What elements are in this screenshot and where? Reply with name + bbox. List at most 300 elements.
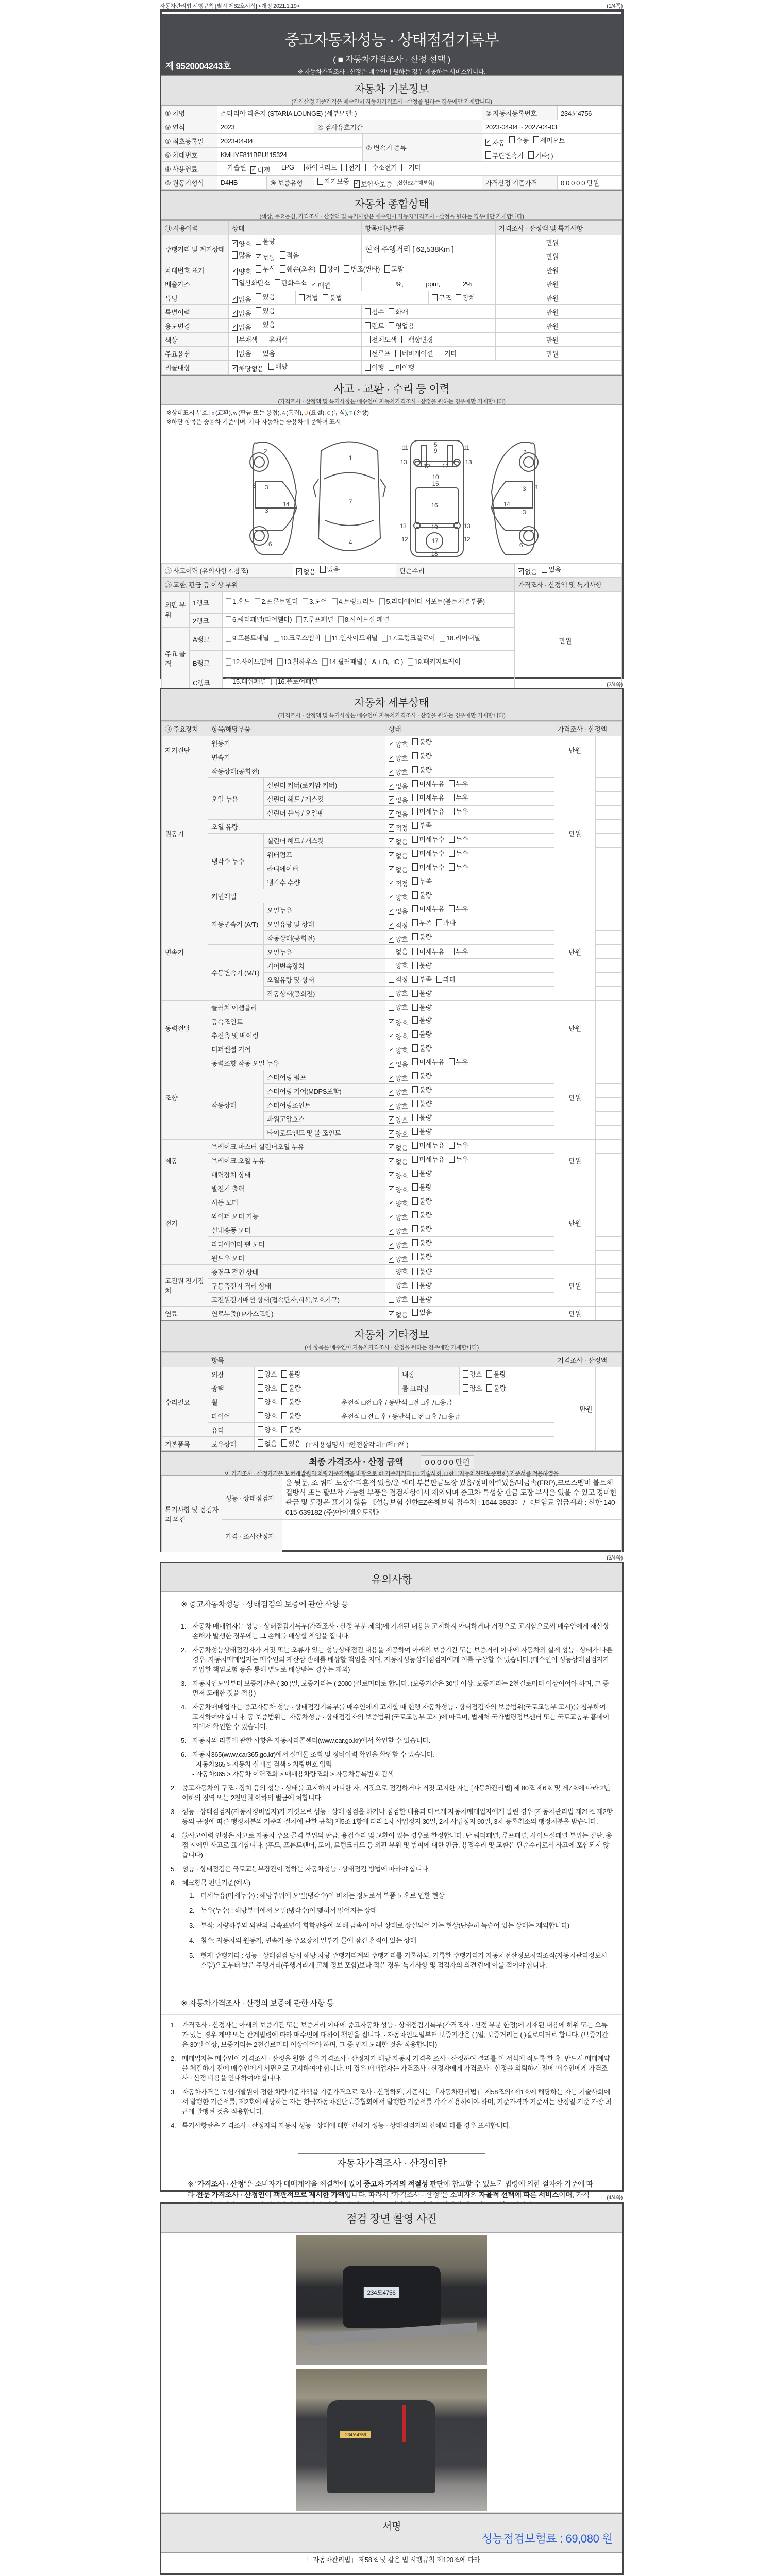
checkbox-option[interactable] <box>449 1140 468 1150</box>
checkbox-option[interactable] <box>250 165 270 175</box>
checkbox-icon[interactable] <box>412 1197 418 1205</box>
checkbox-option[interactable] <box>258 1397 277 1406</box>
checkbox-option[interactable] <box>389 1157 408 1166</box>
checkbox-icon[interactable] <box>412 1100 418 1107</box>
checked-box-icon[interactable]: ✓ <box>232 309 237 316</box>
checkbox-icon[interactable] <box>281 1398 287 1405</box>
checkbox-option[interactable] <box>389 1266 408 1276</box>
checkbox-icon[interactable] <box>412 891 418 899</box>
checked-box-icon[interactable]: ✓ <box>389 1185 394 1192</box>
checkbox-option[interactable] <box>412 974 431 984</box>
checkbox-option[interactable] <box>463 1383 482 1393</box>
checked-box-icon[interactable]: ✓ <box>389 1102 394 1109</box>
checkbox-icon[interactable] <box>255 598 260 605</box>
checkbox-option[interactable] <box>389 934 408 944</box>
checkbox-icon[interactable] <box>449 808 455 815</box>
checkbox-option[interactable] <box>412 1238 431 1247</box>
checkbox-option[interactable] <box>485 150 524 160</box>
checkbox-icon[interactable] <box>226 616 231 623</box>
checkbox-icon[interactable] <box>389 1282 394 1289</box>
checkbox-option[interactable] <box>323 293 342 302</box>
checkbox-option[interactable] <box>389 1198 408 1208</box>
checkbox-option[interactable] <box>354 179 392 189</box>
checkbox-option[interactable] <box>412 1043 431 1053</box>
checked-box-icon[interactable]: ✓ <box>389 768 394 775</box>
part-option[interactable] <box>226 633 269 643</box>
checked-box-icon[interactable]: ✓ <box>389 1074 394 1081</box>
checkbox-option[interactable] <box>389 1087 408 1097</box>
checkbox-icon[interactable] <box>323 294 328 301</box>
checkbox-option[interactable] <box>389 878 408 888</box>
checkbox-option[interactable] <box>389 1045 408 1055</box>
checkbox-option[interactable] <box>258 1383 277 1393</box>
checkbox-option[interactable] <box>311 280 330 290</box>
checkbox-option[interactable] <box>389 865 408 874</box>
checked-box-icon[interactable]: ✓ <box>389 893 394 900</box>
checked-box-icon[interactable]: ✓ <box>389 1241 394 1248</box>
checked-box-icon[interactable]: ✓ <box>389 810 394 817</box>
checkbox-option[interactable] <box>449 848 468 858</box>
checkbox-option[interactable] <box>341 162 360 172</box>
checkbox-option[interactable] <box>412 1224 431 1233</box>
checkbox-option[interactable] <box>412 1112 431 1122</box>
checkbox-option[interactable] <box>412 1084 431 1094</box>
checkbox-option[interactable] <box>281 1397 300 1406</box>
checkbox-option[interactable] <box>449 862 468 872</box>
checkbox-icon[interactable] <box>296 616 302 623</box>
checkbox-option[interactable] <box>449 1154 468 1164</box>
checked-box-icon[interactable]: ✓ <box>311 281 316 288</box>
checkbox-option[interactable] <box>256 264 275 274</box>
checkbox-icon[interactable] <box>256 265 261 273</box>
checkbox-icon[interactable] <box>365 364 371 371</box>
checkbox-option[interactable] <box>533 135 565 145</box>
checked-box-icon[interactable]: ✓ <box>389 824 394 831</box>
checkbox-option[interactable] <box>449 1057 468 1066</box>
checkbox-icon[interactable] <box>449 948 455 955</box>
checkbox-icon[interactable] <box>412 794 418 801</box>
checkbox-option[interactable] <box>365 334 397 344</box>
part-option[interactable] <box>277 657 318 667</box>
checkbox-option[interactable] <box>412 1002 431 1012</box>
checkbox-option[interactable] <box>232 348 251 358</box>
checkbox-option[interactable] <box>412 931 431 941</box>
checkbox-icon[interactable] <box>412 962 418 969</box>
checked-box-icon[interactable]: ✓ <box>389 921 394 928</box>
checkbox-option[interactable] <box>389 1031 408 1041</box>
checkbox-icon[interactable] <box>408 658 413 666</box>
checkbox-icon[interactable] <box>226 598 231 605</box>
checkbox-option[interactable] <box>232 278 270 287</box>
checked-box-icon[interactable]: ✓ <box>389 1032 394 1039</box>
checkbox-icon[interactable] <box>382 635 388 642</box>
checked-box-icon[interactable]: ✓ <box>389 1116 394 1123</box>
checkbox-option[interactable] <box>256 236 275 246</box>
checkbox-icon[interactable] <box>258 1412 263 1419</box>
checkbox-icon[interactable] <box>389 364 394 371</box>
checkbox-icon[interactable] <box>389 1296 394 1303</box>
checkbox-icon[interactable] <box>412 1170 418 1177</box>
checkbox-option[interactable] <box>389 946 408 956</box>
checkbox-icon[interactable] <box>449 780 455 787</box>
checkbox-icon[interactable] <box>440 635 445 642</box>
checked-box-icon[interactable]: ✓ <box>297 568 301 574</box>
checkbox-icon[interactable] <box>322 658 328 666</box>
checkbox-icon[interactable] <box>379 598 385 605</box>
checkbox-option[interactable] <box>365 162 397 172</box>
checkbox-icon[interactable] <box>344 265 349 273</box>
checkbox-option[interactable] <box>509 135 528 145</box>
checkbox-option[interactable] <box>412 1154 444 1164</box>
checkbox-icon[interactable] <box>412 877 418 885</box>
checkbox-option[interactable] <box>485 138 505 147</box>
checkbox-icon[interactable] <box>449 836 455 843</box>
checkbox-option[interactable] <box>299 162 337 172</box>
checkbox-icon[interactable] <box>449 863 455 871</box>
checkbox-icon[interactable] <box>412 1239 418 1246</box>
checkbox-icon[interactable] <box>281 1370 287 1378</box>
checkbox-icon[interactable] <box>232 350 238 357</box>
checkbox-icon[interactable] <box>412 1058 418 1065</box>
checkbox-icon[interactable] <box>258 1384 263 1392</box>
checkbox-option[interactable] <box>296 567 315 577</box>
checkbox-option[interactable] <box>389 1212 408 1222</box>
checkbox-option[interactable] <box>412 1071 431 1080</box>
checkbox-option[interactable] <box>389 920 408 930</box>
checkbox-icon[interactable] <box>384 265 390 273</box>
checkbox-option[interactable] <box>436 918 456 927</box>
checkbox-option[interactable] <box>449 792 468 802</box>
checkbox-option[interactable] <box>268 361 288 371</box>
checkbox-icon[interactable] <box>268 363 274 370</box>
checkbox-icon[interactable] <box>412 822 418 829</box>
checkbox-icon[interactable] <box>528 151 534 159</box>
checkbox-option[interactable] <box>320 264 339 274</box>
checkbox-option[interactable] <box>389 1115 408 1125</box>
checkbox-icon[interactable] <box>389 1268 394 1275</box>
checkbox-option[interactable] <box>389 1143 408 1153</box>
checkbox-icon[interactable] <box>412 1268 418 1275</box>
checked-box-icon[interactable]: ✓ <box>389 866 394 872</box>
checkbox-option[interactable] <box>389 795 408 805</box>
checkbox-option[interactable] <box>389 739 408 749</box>
checkbox-icon[interactable] <box>401 336 407 343</box>
checkbox-option[interactable] <box>389 988 408 998</box>
checkbox-icon[interactable] <box>412 1282 418 1289</box>
checkbox-icon[interactable] <box>449 1142 455 1149</box>
checkbox-option[interactable] <box>256 252 275 262</box>
checkbox-icon[interactable] <box>232 336 238 343</box>
checkbox-option[interactable] <box>412 778 444 788</box>
checkbox-option[interactable] <box>456 293 475 302</box>
checked-box-icon[interactable]: ✓ <box>389 879 394 886</box>
checkbox-option[interactable] <box>412 792 444 802</box>
checkbox-option[interactable] <box>275 163 294 171</box>
checkbox-icon[interactable] <box>226 635 231 642</box>
checkbox-option[interactable] <box>412 946 444 956</box>
checkbox-option[interactable] <box>365 320 384 330</box>
checkbox-icon[interactable] <box>412 780 418 787</box>
checkbox-option[interactable] <box>528 150 553 160</box>
checked-box-icon[interactable]: ✓ <box>486 139 491 145</box>
checkbox-icon[interactable] <box>412 1044 418 1052</box>
checkbox-icon[interactable] <box>533 136 539 143</box>
checkbox-icon[interactable] <box>412 1296 418 1303</box>
checked-box-icon[interactable]: ✓ <box>256 253 261 260</box>
checkbox-icon[interactable] <box>486 1384 492 1392</box>
checkbox-option[interactable] <box>389 1240 408 1250</box>
part-option[interactable] <box>382 633 435 643</box>
checked-box-icon[interactable]: ✓ <box>389 1255 394 1262</box>
checkbox-option[interactable] <box>389 960 408 970</box>
checkbox-option[interactable] <box>275 278 307 287</box>
checkbox-option[interactable] <box>389 1310 408 1319</box>
checkbox-option[interactable] <box>365 348 390 358</box>
checkbox-icon[interactable] <box>412 1211 418 1218</box>
checkbox-option[interactable] <box>389 307 408 316</box>
checkbox-option[interactable] <box>256 348 275 358</box>
checkbox-icon[interactable] <box>389 962 394 969</box>
checked-box-icon[interactable]: ✓ <box>389 907 394 914</box>
checked-box-icon[interactable]: ✓ <box>389 796 394 803</box>
checkbox-option[interactable] <box>412 904 444 913</box>
checkbox-icon[interactable] <box>281 1384 287 1392</box>
checkbox-option[interactable] <box>412 1196 431 1206</box>
checkbox-option[interactable] <box>412 1251 431 1261</box>
checkbox-option[interactable] <box>438 348 457 358</box>
checkbox-icon[interactable] <box>412 1253 418 1260</box>
checkbox-icon[interactable] <box>389 308 394 315</box>
checkbox-icon[interactable] <box>365 336 371 343</box>
checked-box-icon[interactable]: ✓ <box>518 568 523 574</box>
checkbox-option[interactable] <box>463 1369 482 1379</box>
checkbox-icon[interactable] <box>256 350 261 357</box>
checkbox-option[interactable] <box>389 809 408 819</box>
checkbox-option[interactable] <box>401 162 421 172</box>
checkbox-icon[interactable] <box>299 164 305 171</box>
checkbox-icon[interactable] <box>303 598 308 605</box>
checkbox-option[interactable] <box>432 293 451 302</box>
checkbox-icon[interactable] <box>412 752 418 759</box>
checkbox-icon[interactable] <box>436 919 442 926</box>
checkbox-icon[interactable] <box>456 294 461 301</box>
checkbox-option[interactable] <box>232 266 251 276</box>
part-option[interactable] <box>338 615 389 625</box>
checked-box-icon[interactable]: ✓ <box>389 1144 394 1150</box>
checkbox-icon[interactable] <box>412 1016 418 1024</box>
checkbox-option[interactable] <box>389 851 408 860</box>
checkbox-option[interactable] <box>258 1425 277 1434</box>
checkbox-option[interactable] <box>389 1073 408 1083</box>
checkbox-icon[interactable] <box>412 919 418 926</box>
checkbox-icon[interactable] <box>412 1309 418 1316</box>
checkbox-option[interactable] <box>258 1411 277 1420</box>
checkbox-icon[interactable] <box>449 850 455 857</box>
checkbox-option[interactable] <box>232 308 251 318</box>
checkbox-option[interactable] <box>389 320 414 330</box>
checkbox-option[interactable] <box>280 250 299 260</box>
checkbox-option[interactable] <box>412 820 431 830</box>
checkbox-icon[interactable] <box>412 808 418 815</box>
checked-box-icon[interactable]: ✓ <box>251 166 256 173</box>
checked-box-icon[interactable]: ✓ <box>389 838 394 844</box>
checkbox-option[interactable] <box>389 1184 408 1194</box>
checkbox-icon[interactable] <box>389 976 394 983</box>
part-option[interactable] <box>408 657 461 667</box>
checkbox-option[interactable] <box>412 890 431 900</box>
checkbox-option[interactable] <box>412 960 431 970</box>
checkbox-option[interactable] <box>449 834 468 844</box>
checkbox-icon[interactable] <box>280 251 285 259</box>
checkbox-icon[interactable] <box>256 321 261 328</box>
checkbox-option[interactable] <box>449 778 468 788</box>
checkbox-option[interactable] <box>449 946 468 956</box>
checkbox-option[interactable] <box>281 1438 300 1448</box>
checkbox-option[interactable] <box>412 1210 431 1219</box>
checkbox-option[interactable] <box>412 1168 431 1178</box>
checkbox-icon[interactable] <box>258 1398 263 1405</box>
checked-box-icon[interactable]: ✓ <box>232 267 237 274</box>
checkbox-option[interactable] <box>232 334 257 344</box>
checkbox-icon[interactable] <box>365 350 371 357</box>
checked-box-icon[interactable]: ✓ <box>389 1046 394 1053</box>
checkbox-option[interactable] <box>412 1294 431 1304</box>
checkbox-icon[interactable] <box>412 1128 418 1135</box>
checkbox-icon[interactable] <box>412 990 418 997</box>
checkbox-icon[interactable] <box>412 1156 418 1163</box>
checkbox-option[interactable] <box>389 1018 408 1027</box>
checkbox-icon[interactable] <box>412 766 418 773</box>
checkbox-icon[interactable] <box>365 308 371 315</box>
checkbox-option[interactable] <box>389 1101 408 1111</box>
checkbox-icon[interactable] <box>277 658 283 666</box>
checkbox-icon[interactable] <box>275 279 280 286</box>
checkbox-option[interactable] <box>344 264 380 274</box>
checkbox-option[interactable] <box>389 1280 408 1290</box>
checkbox-icon[interactable] <box>281 1439 287 1447</box>
checkbox-option[interactable] <box>232 239 251 248</box>
checkbox-icon[interactable] <box>436 976 442 983</box>
checkbox-icon[interactable] <box>486 1370 492 1378</box>
checked-box-icon[interactable]: ✓ <box>389 782 394 789</box>
checkbox-icon[interactable] <box>485 151 491 159</box>
checkbox-icon[interactable] <box>281 1412 287 1419</box>
checkbox-option[interactable] <box>412 751 431 760</box>
checkbox-icon[interactable] <box>412 1142 418 1149</box>
checked-box-icon[interactable]: ✓ <box>389 754 394 761</box>
checkbox-option[interactable] <box>389 1294 408 1304</box>
checkbox-icon[interactable] <box>412 836 418 843</box>
checkbox-icon[interactable] <box>412 1004 418 1011</box>
checkbox-option[interactable] <box>389 767 408 777</box>
checked-box-icon[interactable]: ✓ <box>389 1019 394 1025</box>
checkbox-option[interactable] <box>412 1126 431 1136</box>
checked-box-icon[interactable]: ✓ <box>232 240 237 246</box>
checkbox-option[interactable] <box>412 848 444 858</box>
checkbox-icon[interactable] <box>412 1183 418 1191</box>
checkbox-option[interactable] <box>281 1383 300 1393</box>
checkbox-icon[interactable] <box>256 238 261 245</box>
checkbox-option[interactable] <box>518 567 537 577</box>
checkbox-icon[interactable] <box>412 948 418 955</box>
checkbox-icon[interactable] <box>274 635 279 642</box>
checkbox-icon[interactable] <box>280 265 285 273</box>
checkbox-option[interactable] <box>389 753 408 763</box>
checkbox-option[interactable] <box>389 781 408 791</box>
checkbox-icon[interactable] <box>338 616 344 623</box>
checkbox-option[interactable] <box>232 294 251 304</box>
checkbox-option[interactable] <box>486 1369 506 1379</box>
checked-box-icon[interactable]: ✓ <box>232 323 237 330</box>
checkbox-option[interactable] <box>412 862 444 872</box>
checked-box-icon[interactable]: ✓ <box>389 1172 394 1178</box>
checked-box-icon[interactable]: ✓ <box>389 852 394 858</box>
checkbox-option[interactable] <box>449 806 468 816</box>
checkbox-icon[interactable] <box>395 350 401 357</box>
checkbox-icon[interactable] <box>412 863 418 871</box>
checkbox-option[interactable] <box>280 264 316 274</box>
checkbox-icon[interactable] <box>226 658 231 666</box>
checkbox-icon[interactable] <box>332 598 338 605</box>
part-option[interactable] <box>226 657 273 667</box>
part-option[interactable] <box>322 657 403 667</box>
checkbox-option[interactable] <box>401 334 433 344</box>
checkbox-option[interactable] <box>412 1098 431 1108</box>
checked-box-icon[interactable]: ✓ <box>389 1158 394 1164</box>
checkbox-option[interactable] <box>412 1307 431 1317</box>
checkbox-icon[interactable] <box>432 294 438 301</box>
checkbox-option[interactable] <box>412 988 431 998</box>
checked-box-icon[interactable]: ✓ <box>389 935 394 942</box>
checkbox-icon[interactable] <box>341 164 347 171</box>
checked-box-icon[interactable]: ✓ <box>389 740 394 747</box>
checkbox-icon[interactable] <box>509 136 515 143</box>
part-option[interactable] <box>440 633 480 643</box>
checkbox-option[interactable] <box>281 1425 300 1434</box>
checkbox-icon[interactable] <box>542 566 547 573</box>
checkbox-option[interactable] <box>389 974 408 984</box>
checkbox-option[interactable] <box>389 892 408 902</box>
part-option[interactable] <box>255 597 298 607</box>
checkbox-icon[interactable] <box>449 905 455 912</box>
checkbox-icon[interactable] <box>389 990 394 997</box>
checkbox-icon[interactable] <box>463 1384 468 1392</box>
checkbox-option[interactable] <box>412 834 444 844</box>
checked-box-icon[interactable]: ✓ <box>389 1130 394 1137</box>
checkbox-option[interactable] <box>258 1438 277 1448</box>
checkbox-option[interactable] <box>389 1254 408 1264</box>
checkbox-icon[interactable] <box>389 948 394 955</box>
checkbox-option[interactable] <box>389 1002 408 1012</box>
checkbox-option[interactable] <box>365 362 384 372</box>
checkbox-option[interactable] <box>365 307 384 316</box>
checkbox-option[interactable] <box>412 737 431 747</box>
checkbox-icon[interactable] <box>412 1114 418 1121</box>
checkbox-icon[interactable] <box>325 635 331 642</box>
checkbox-option[interactable] <box>256 292 275 301</box>
checked-box-icon[interactable]: ✓ <box>232 365 237 371</box>
checkbox-option[interactable] <box>262 334 287 344</box>
checked-box-icon[interactable]: ✓ <box>389 1227 394 1234</box>
checkbox-icon[interactable] <box>412 1225 418 1232</box>
checkbox-icon[interactable] <box>232 279 238 286</box>
part-option[interactable] <box>226 615 292 625</box>
checkbox-icon[interactable] <box>412 976 418 983</box>
checkbox-option[interactable] <box>256 319 275 329</box>
checkbox-icon[interactable] <box>320 566 326 573</box>
part-option[interactable] <box>332 597 375 607</box>
checkbox-icon[interactable] <box>412 933 418 940</box>
